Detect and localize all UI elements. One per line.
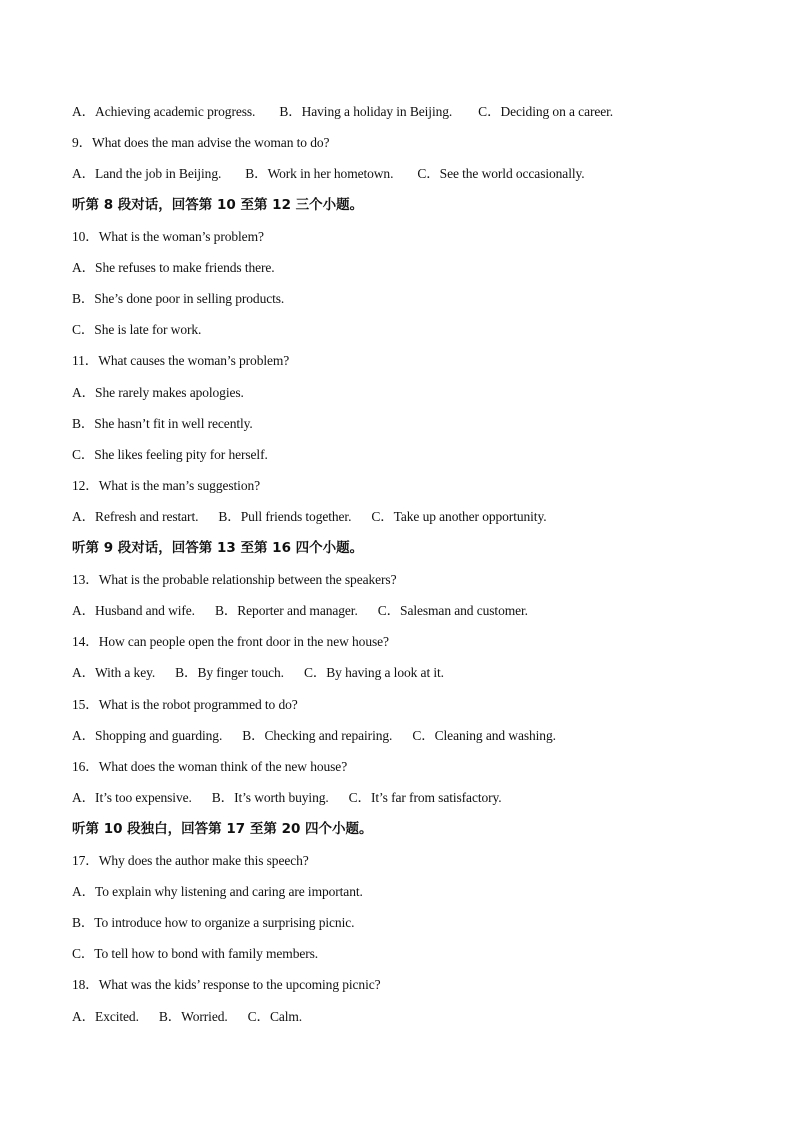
q13-option-a: A．Husband and wife. <box>72 603 195 618</box>
q8-options-row <box>72 103 613 121</box>
q13-option-c: C．Salesman and customer. <box>377 603 528 618</box>
q11-option-b: B．She hasn’t fit in well recently. <box>72 416 253 431</box>
q10-option-b: B．She’s done poor in selling products. <box>72 291 285 306</box>
q16-options-row <box>72 789 502 807</box>
q15-option-c: C．Cleaning and washing. <box>412 728 556 743</box>
q18-option-a: A．Excited. <box>72 1009 139 1024</box>
q12-option-a: A．Refresh and restart. <box>72 509 199 524</box>
q13-question: 13．What is the probable relationship between the speakers? <box>72 572 397 587</box>
q14-options-row <box>72 664 444 682</box>
q15-option-a: A．Shopping and guarding. <box>72 728 223 743</box>
q16-question: 16．What does the woman think of the new house? <box>72 759 348 774</box>
q8-option-b: B．Having a holiday in Beijing. <box>279 104 453 119</box>
section-heading-8: 听第 8 段对话，回答第 10 至第 12 三个小题。 <box>72 197 364 213</box>
q9-option-c: C．See the world occasionally. <box>417 166 585 181</box>
q9-option-a: A．Land the job in Beijing. <box>72 166 222 181</box>
q12-question: 12．What is the man’s suggestion? <box>72 478 261 493</box>
q18-question: 18．What was the kids’ response to the upcoming picnic? <box>72 977 381 992</box>
q10-question: 10．What is the woman’s problem? <box>72 229 264 244</box>
section-heading-9: 听第 9 段对话，回答第 13 至第 16 四个小题。 <box>72 540 364 556</box>
q16-option-a: A．It’s too expensive. <box>72 790 192 805</box>
q17-question: 17．Why does the author make this speech? <box>72 853 309 868</box>
q9-option-b: B．Work in her hometown. <box>245 166 394 181</box>
q8-option-c: C．Deciding on a career. <box>478 104 614 119</box>
q17-option-c: C．To tell how to bond with family members. <box>72 946 319 961</box>
q14-option-c: C．By having a look at it. <box>303 665 444 680</box>
q9-options-row <box>72 165 585 183</box>
q13-options-row <box>72 602 528 620</box>
q16-option-b: B．It’s worth buying. <box>211 790 329 805</box>
q15-options-row <box>72 727 556 745</box>
q17-option-a: A．To explain why listening and caring are important. <box>72 884 363 899</box>
q8-option-a: A．Achieving academic progress. <box>72 104 256 119</box>
q16-option-c: C．It’s far from satisfactory. <box>348 790 502 805</box>
q14-option-b: B．By finger touch. <box>175 665 284 680</box>
q11-option-a: A．She rarely makes apologies. <box>72 385 244 400</box>
q12-options-row <box>72 508 547 526</box>
q14-option-a: A．With a key. <box>72 665 156 680</box>
q14-question: 14．How can people open the front door in the new house? <box>72 634 389 649</box>
q13-option-b: B．Reporter and manager. <box>214 603 358 618</box>
q18-options-row <box>72 1008 302 1026</box>
q10-option-c: C．She is late for work. <box>72 322 202 337</box>
q18-option-b: B．Worried. <box>158 1009 228 1024</box>
q11-option-c: C．She likes feeling pity for herself. <box>72 447 268 462</box>
q18-option-c: C．Calm. <box>247 1009 303 1024</box>
q17-option-b: B．To introduce how to organize a surprising picnic. <box>72 915 355 930</box>
section-heading-10: 听第 10 段独白，回答第 17 至第 20 四个小题。 <box>72 821 373 837</box>
q11-question: 11．What causes the woman’s problem? <box>72 353 290 368</box>
q9-question: 9．What does the man advise the woman to do? <box>72 135 330 150</box>
q10-option-a: A．She refuses to make friends there. <box>72 260 275 275</box>
q15-option-b: B．Checking and repairing. <box>242 728 393 743</box>
q15-question: 15．What is the robot programmed to do? <box>72 697 298 712</box>
q12-option-b: B．Pull friends together. <box>218 509 352 524</box>
q12-option-c: C．Take up another opportunity. <box>371 509 547 524</box>
